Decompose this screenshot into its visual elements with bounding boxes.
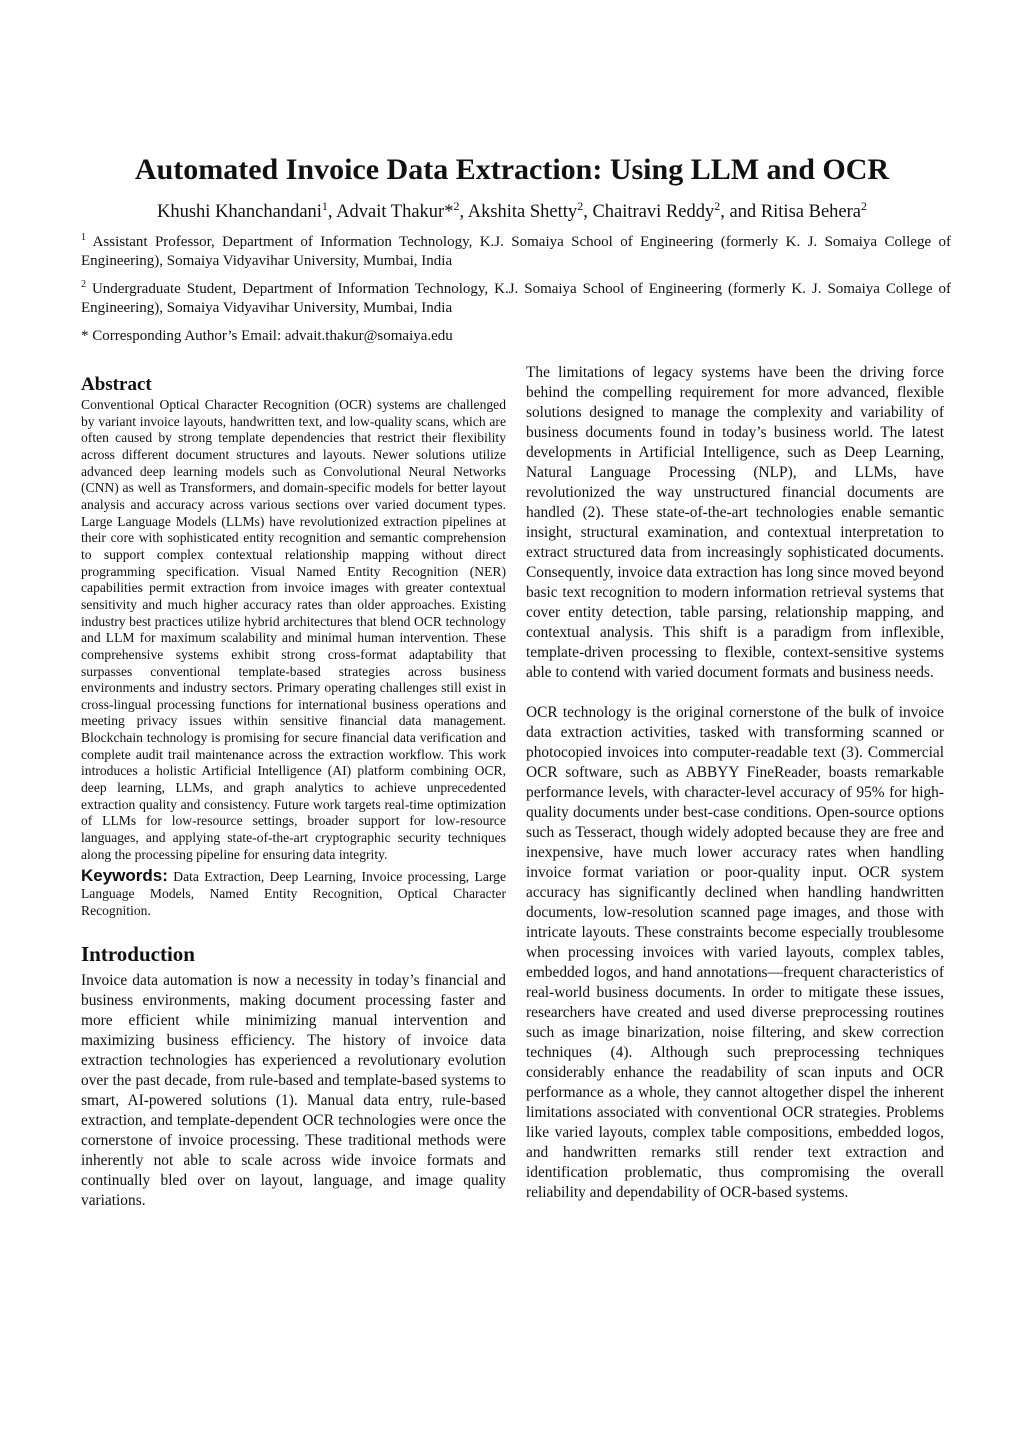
- abstract-heading: Abstract: [81, 374, 152, 395]
- introduction-heading: Introduction: [81, 942, 195, 967]
- author-affiliation-mark: 2: [577, 198, 584, 213]
- body-paragraph: The limitations of legacy systems have been the driving force behind the compelling requirement for more advanced, flexible solutions designed to manage the complexity and variability of business documents found in today’s business world. The latest developments in Artificial Intelligence, such as Deep Learning, Natural Language Processing (NLP), and LLMs, have revolutionized the way unstructured financial documents are handled (2). These state-of-the-art technologies enable semantic insight, structural examination, and contextual interpretation to extract structured data from increasingly sophisticated documents. Consequently, invoice data extraction has long since moved beyond basic text recognition to modern information retrieval systems that cover entity detection, table parsing, relationship mapping, and contextual analysis. This shift is a paradigm from inflexible, template-driven processing to flexible, context-sensitive systems able to contend with varied document formats and business needs.: [526, 364, 944, 681]
- author-affiliation-mark: 2: [861, 198, 867, 213]
- affiliation-number: 1: [81, 232, 86, 243]
- keywords-label: Keywords:: [81, 866, 168, 886]
- author-affiliation-mark: 2: [453, 198, 460, 213]
- author-name: Akshita Shetty: [467, 202, 578, 222]
- author-name: Chaitravi Reddy: [592, 202, 715, 222]
- keywords-list: Data Extraction, Deep Learning, Invoice processing, Large Language Models, Named Entity Recognition, Optical Character Recognition.: [81, 869, 506, 919]
- author-separator: ,: [459, 202, 468, 222]
- author-separator: , and: [720, 202, 761, 222]
- affiliation-1: [81, 233, 951, 271]
- author-name: Ritisa Behera: [760, 202, 861, 222]
- body-paragraph: OCR technology is the original cornerstone of the bulk of invoice data extraction activities, tasked with transforming scanned or photocopied invoices into computer-readable text (3). Commercial OCR software, such as ABBYY FineReader, boasts remarkable performance levels, with character-level accuracy of 95% for high-quality documents under best-case conditions. Open-source options such as Tesseract, though widely adopted because they are free and inexpensive, have much lower accuracy rates when handling invoice format variation or poor-quality input. OCR system accuracy has significantly declined when handling handwritten documents, low-resolution scanned page images, and those with intricate layouts. These constraints become especially troublesome when processing invoices with varied layouts, complex tables, embedded logos, and hand annotations—frequent characteristics of real-world business documents. In order to mitigate these issues, researchers have created and used diverse preprocessing routines such as image binarization, noise filtering, and skew correction techniques (4). Although such preprocessing techniques considerably enhance the readability of scan inputs and OCR performance as a whole, they cannot altogether dispel the inherent limitations associated with conventional OCR strategies. Problems like varied layouts, complex table compositions, embedded logos, and handwritten remarks still render text extraction and identification problematic, thus compromising the overall reliability and dependability of OCR-based systems.: [526, 704, 944, 1201]
- abstract-body: Conventional Optical Character Recognition (OCR) systems are challenged by variant invoice layouts, handwritten text, and low-quality scans, which are often caused by strong template dependencies that restrict their flexibility across different document structures and layouts. Newer solutions utilize advanced deep learning models such as Convolutional Neural Networks (CNN) as well as Transformers, and domain-specific models for better layout analysis and accuracy across various sections over varied document types. Large Language Models (LLMs) have revolutionized extraction pipelines at their core with sophisticated entity recognition and semantic comprehension to support complex contextual relationship mapping without direct programming specification. Visual Named Entity Recognition (NER) capabilities permit extraction from invoice images with greater contextual sensitivity and much higher accuracy rates than older approaches. Existing industry best practices utilize hybrid architectures that blend OCR technology and LLM for maximum scalability and minimal human intervention. These comprehensive systems exhibit strong cross-format adaptability that surpasses conventional template-based strategies across business environments and industry sectors. Primary operating challenges still exist in cross-lingual processing functions for international business operations and meeting privacy issues within sensitive financial data management. Blockchain technology is promising for secure financial data verification and complete audit trail maintenance across the extraction workflow. This work introduces a holistic Artificial Intelligence (AI) platform combining OCR, deep learning, LLMs, and graph analytics to achieve unprecedented extraction quality and consistency. Future work targets real-time optimization of LLMs for low-resource settings, broader support for low-resource languages, and applying state-of-the-art cryptographic security techniques along the processing pipeline for ensuring data integrity.: [81, 397, 506, 862]
- author-separator: ,: [327, 202, 337, 222]
- author-name: Khushi Khanchandani: [157, 202, 322, 222]
- author-name: Advait Thakur*: [336, 202, 454, 222]
- affiliation-number: 2: [81, 279, 86, 290]
- author-list: [60, 199, 964, 225]
- paper-title: Automated Invoice Data Extraction: Using LLM and OCR: [134, 153, 890, 186]
- right-column: [526, 363, 944, 1223]
- affiliation-text: Assistant Professor, Department of Information Technology, K.J. Somaiya School of Engineering (formerly K. J. Somaiya College of Engineering), Somaiya Vidyavihar University, Mumbai, India: [81, 234, 951, 269]
- author-affiliation-mark: 1: [321, 198, 328, 213]
- author-affiliation-mark: 2: [714, 198, 721, 213]
- keywords-block: [81, 867, 506, 919]
- affiliation-2: [81, 280, 951, 318]
- left-column: [81, 373, 506, 1211]
- affiliation-text: Undergraduate Student, Department of Information Technology, K.J. Somaiya School of Engineering (formerly K. J. Somaiya College of Engineering), Somaiya Vidyavihar University, Mumbai, India: [81, 281, 951, 316]
- author-separator: ,: [583, 202, 593, 222]
- corresponding-author-email: * Corresponding Author’s Email: advait.thakur@somaiya.edu: [81, 328, 453, 344]
- introduction-paragraph: Invoice data automation is now a necessity in today’s financial and business environments, making document processing faster and more efficient while minimizing manual intervention and maximizing business efficiency. The history of invoice data extraction technologies has experienced a revolutionary evolution over the past decade, from rule-based and template-based systems to smart, AI-powered solutions (1). Manual data entry, rule-based extraction, and template-dependent OCR technologies were once the cornerstone of invoice processing. These traditional methods were inherently not able to scale across wide invoice formats and continually bled over on layout, language, and image quality variations.: [81, 972, 506, 1210]
